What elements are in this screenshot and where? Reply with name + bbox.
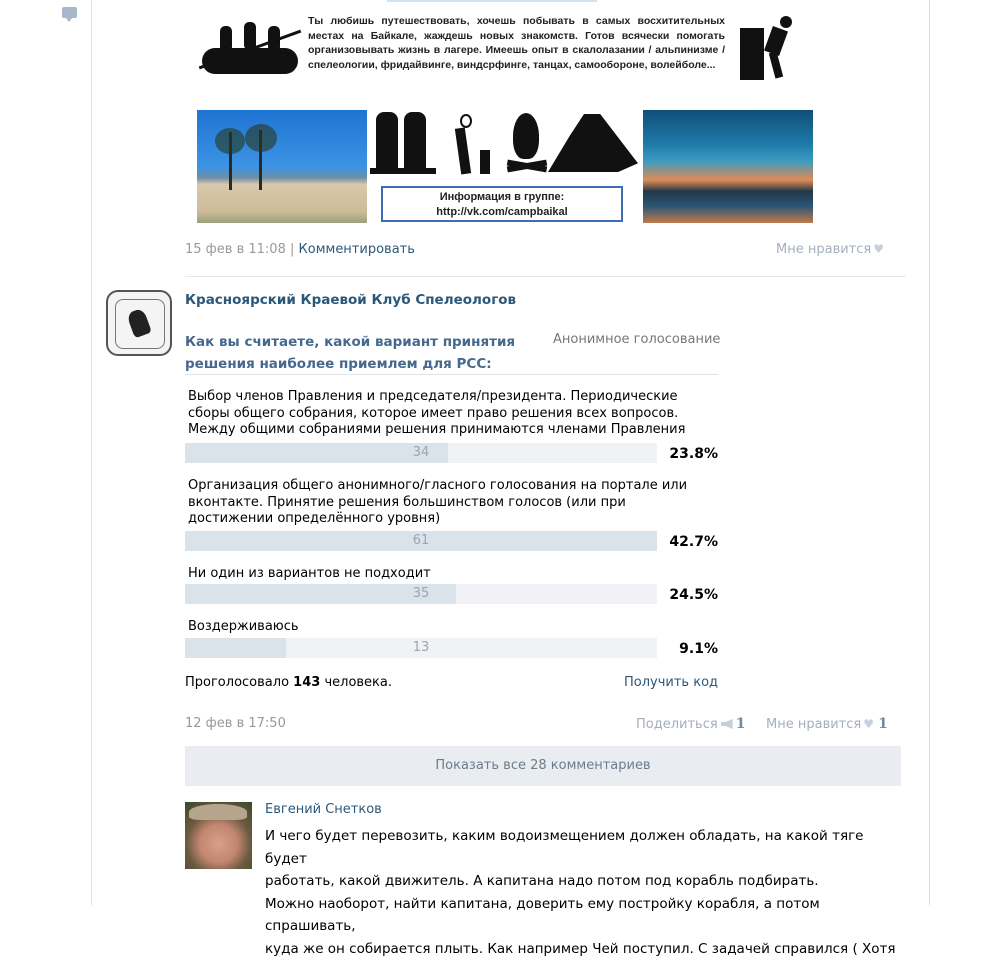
poll-divider	[185, 374, 718, 375]
like-count: 1	[878, 716, 888, 732]
poll-option-percent: 42.7%	[660, 534, 718, 550]
like-label: Мне нравится	[766, 717, 861, 732]
post2-date[interactable]: 12 фев в 17:50	[185, 716, 286, 731]
post1-date[interactable]: 15 фев в 11:08	[185, 242, 286, 257]
share-label: Поделиться	[636, 717, 718, 732]
heart-icon: ♥	[863, 717, 874, 731]
comment-line: работать, какой движитель. А капитана надо потом под корабль подбирать.	[265, 870, 905, 893]
tent-icon	[548, 114, 638, 172]
megaphone-icon	[721, 719, 733, 729]
show-all-comments-button[interactable]: Показать все 28 комментариев	[185, 746, 901, 786]
poll-option-votes: 34	[185, 443, 657, 463]
share-count: 1	[736, 716, 746, 732]
banner-top-strip	[387, 0, 597, 2]
heart-icon: ♥	[873, 242, 884, 256]
comment-line: куда же он собирается плыть. Как например Чей поступил. С задачей справился ( Хотя	[265, 938, 905, 960]
poll-option-votes: 35	[185, 584, 657, 604]
info-box	[381, 186, 623, 222]
group-avatar[interactable]	[106, 290, 172, 356]
comment-text	[265, 825, 905, 960]
poll-type: Анонимное голосование	[553, 332, 720, 347]
poll-title: Как вы считаете, какой вариант принятия решения наиболее приемлем для РСС:	[185, 331, 530, 375]
poll-option-bar	[185, 638, 657, 658]
like-label: Мне нравится	[776, 242, 871, 257]
poll-option-label: Выбор членов Правления и председателя/президента. Периодические сборы общего собрания, которое имеет право решения всех вопросов. Между общими собраниями решения принимаются членами Правления	[188, 389, 713, 439]
poll-option-percent: 9.1%	[660, 641, 718, 657]
campfire-icon	[505, 113, 547, 175]
comment-bubble-icon[interactable]	[62, 7, 77, 18]
share-button[interactable]	[636, 716, 745, 732]
comment-line: Можно наоборот, найти капитана, доверить ему постройку корабля, а потом спрашивать,	[265, 893, 905, 938]
poll-option-percent: 23.8%	[660, 446, 718, 462]
post-separator	[185, 276, 906, 277]
post2-like-button[interactable]	[766, 716, 888, 732]
voted-suffix: человека.	[324, 675, 392, 690]
info-line-1: Информация в группе:	[383, 190, 621, 205]
feed-right-border	[929, 0, 930, 905]
voted-prefix: Проголосовало	[185, 675, 289, 690]
poll-option-label: Ни один из вариантов не подходит	[188, 566, 713, 583]
group-name-link[interactable]: Красноярский Краевой Клуб Спелеологов	[185, 292, 516, 308]
poll-option-label: Воздерживаюсь	[188, 619, 713, 636]
climber-icon	[738, 14, 796, 80]
comment-author-link[interactable]: Евгений Снетков	[265, 802, 382, 817]
hikers-icon	[370, 112, 438, 174]
post1-like-button[interactable]	[776, 242, 884, 257]
info-line-2: http://vk.com/campbaikal	[383, 205, 621, 220]
sunset-photo	[643, 110, 813, 223]
poll-option-label: Организация общего анонимного/гласного голосования на портале или вконтакте. Принятие решения большинством голосов (или при достижении определённого уровня)	[188, 478, 713, 528]
rafting-icon	[196, 18, 306, 78]
poll-option-bar	[185, 531, 657, 551]
comment-link[interactable]: Комментировать	[299, 242, 415, 257]
meta-separator: |	[290, 242, 294, 257]
voted-summary	[185, 675, 392, 690]
voted-count: 143	[293, 675, 320, 690]
poll-option-percent: 24.5%	[660, 587, 718, 603]
poll-option-votes: 61	[185, 531, 657, 551]
banner-text: Ты любишь путешествовать, хочешь побывать в самых восхитительных местах на Байкале, жаждешь новых знакомств. Готов всячески помогать организовывать жизнь в лагере. Имеешь опыт в скалолазании / альпинизме / спелеологии, фридайвинге, виндсрфинге, танцах, самообороне, волейболе...	[308, 14, 725, 72]
post1-meta	[185, 242, 415, 257]
feed-left-border	[91, 0, 92, 905]
woodcutter-icon	[452, 114, 496, 174]
get-code-link[interactable]: Получить код	[624, 675, 718, 690]
commenter-avatar[interactable]	[185, 802, 252, 869]
lake-photo	[197, 110, 367, 223]
poll-option-votes: 13	[185, 638, 657, 658]
poll-option-bar	[185, 584, 657, 604]
poll-option-bar	[185, 443, 657, 463]
comment-line: И чего будет перевозить, каким водоизмещением должен обладать, на какой тяге будет	[265, 825, 905, 870]
